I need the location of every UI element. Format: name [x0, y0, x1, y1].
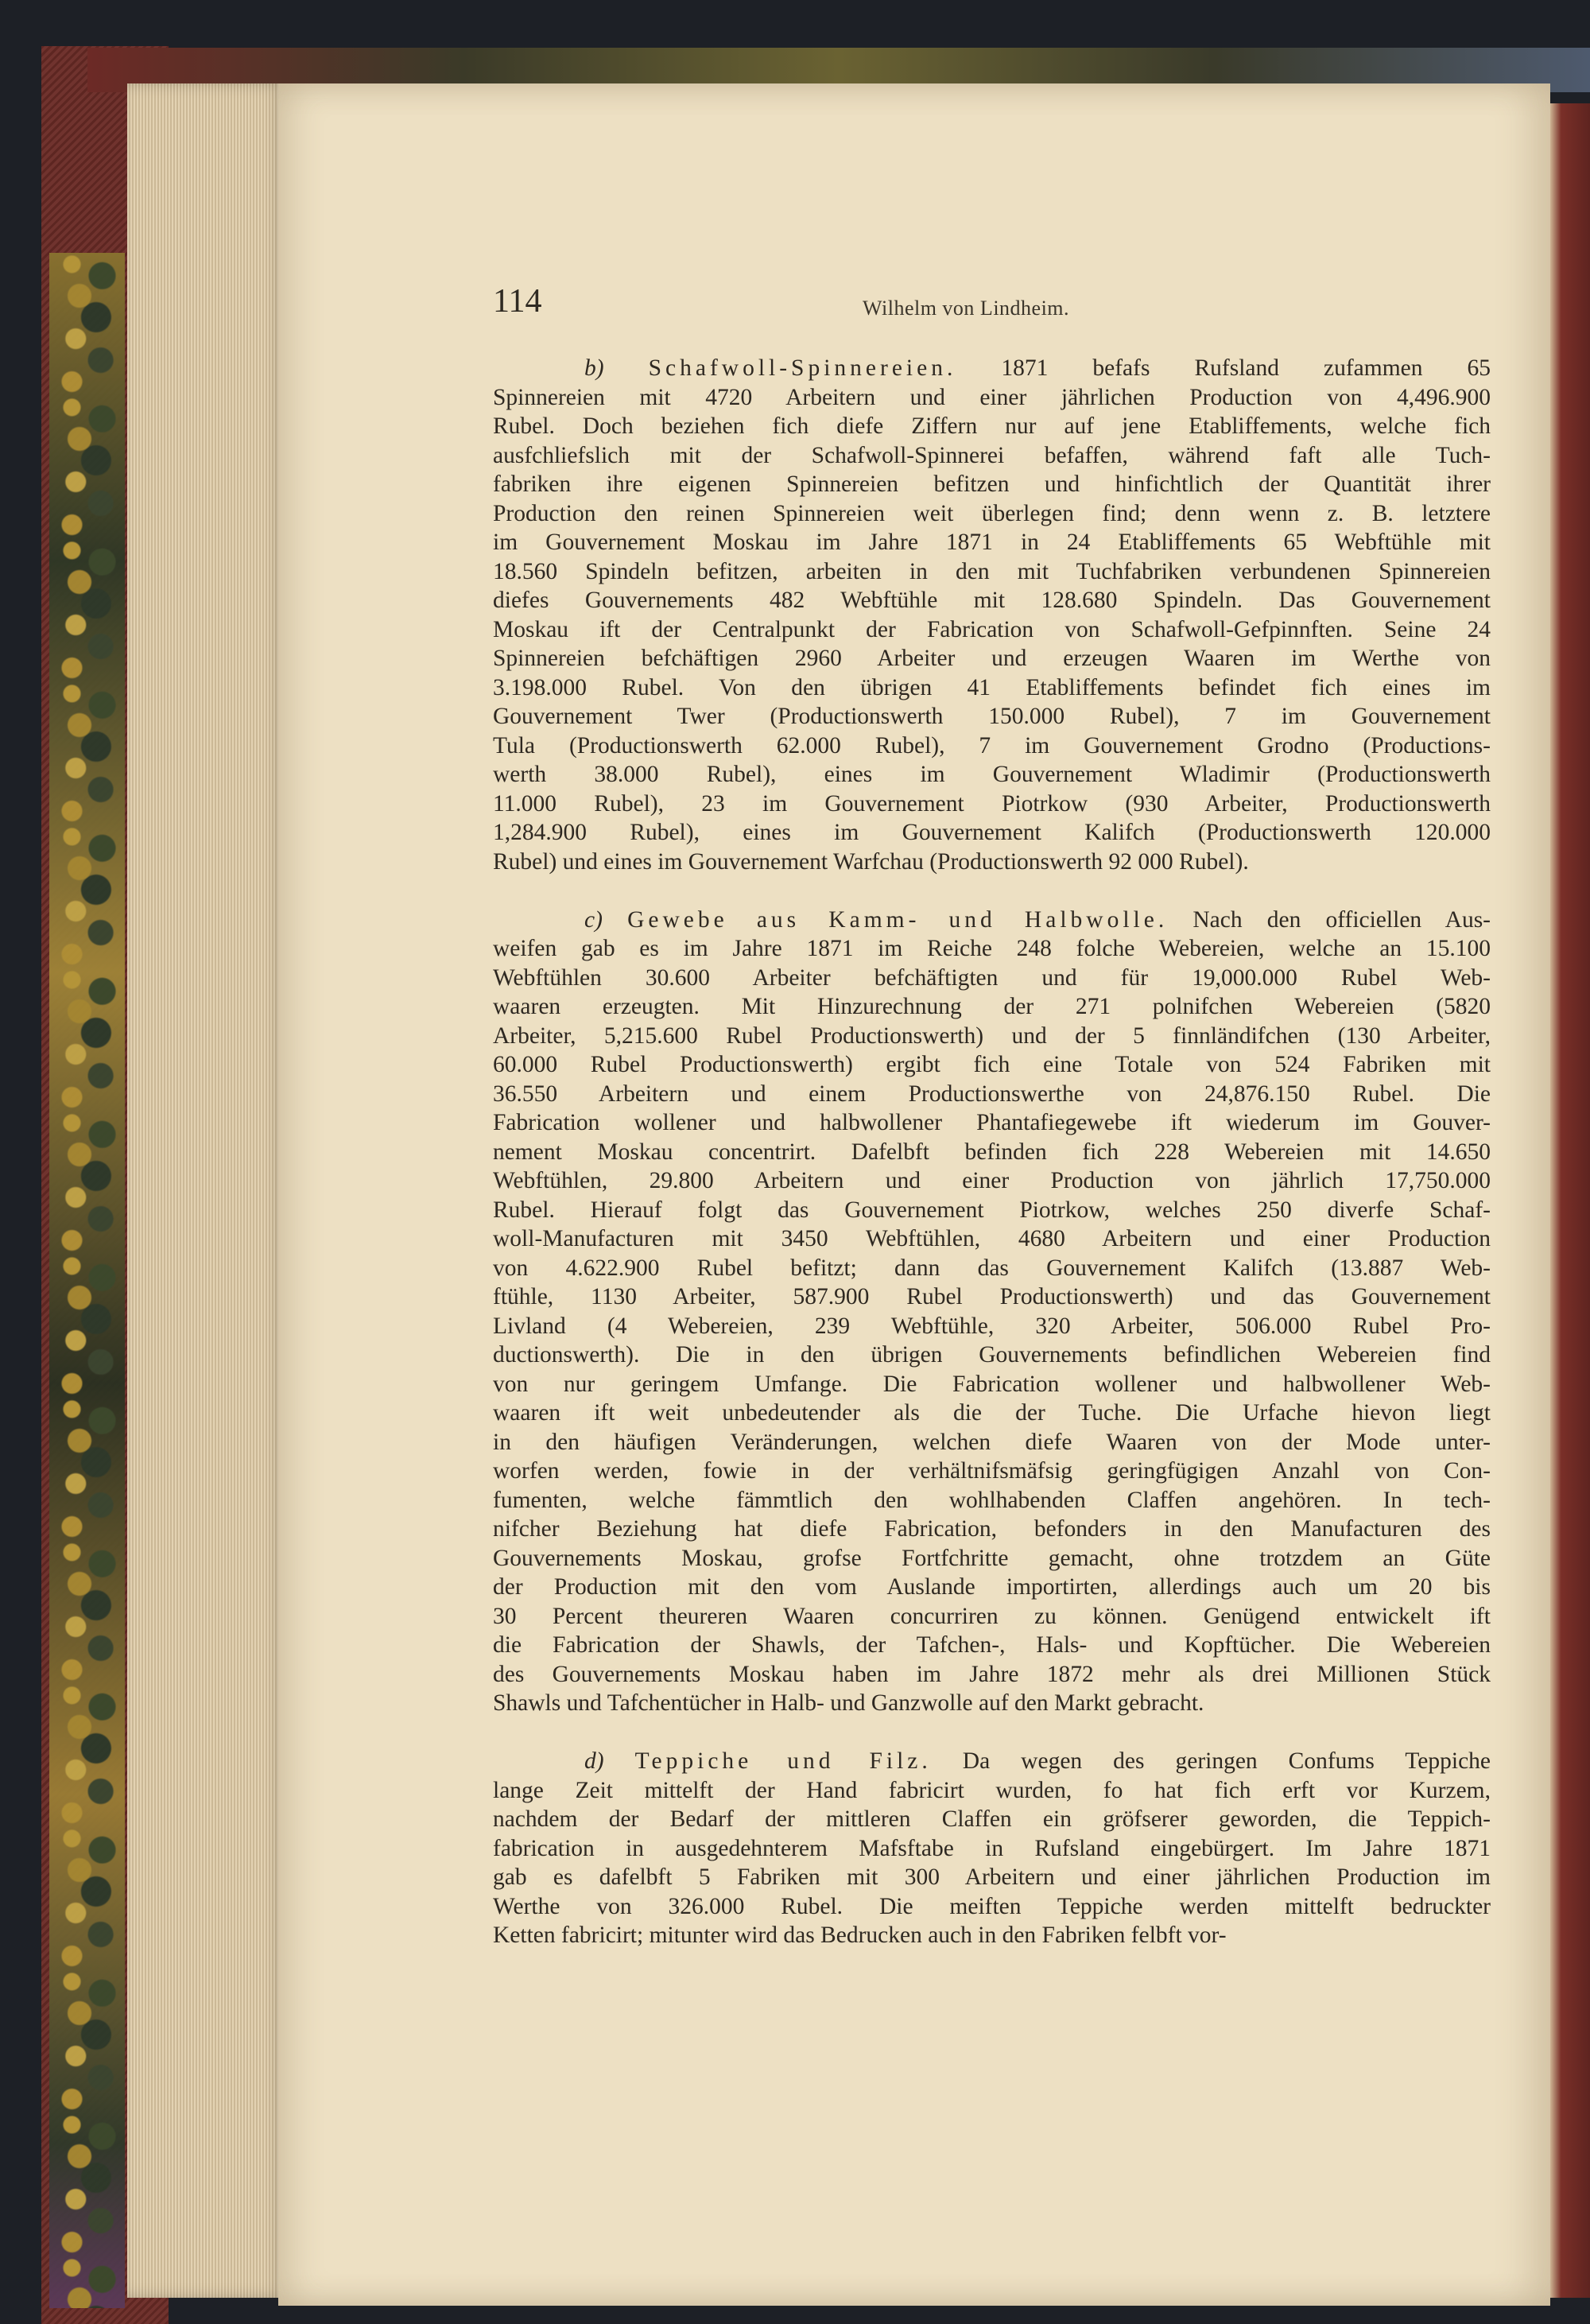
running-head: Wilhelm von Lindheim. [863, 297, 1070, 320]
text-line: Arbeiter, 5,215.600 Rubel Productionswerth) und der 5 finnländifchen (130 Arbeiter, [493, 1022, 1491, 1049]
text-line: lange Zeit mittelft der Hand fabricirt wurden, fo hat fich erft vor Kurzem, [493, 1777, 1491, 1803]
section-heading: Gewebe aus Kamm- und Halbwolle. [627, 906, 1169, 933]
section-heading: Schafwoll-Spinnereien. [648, 355, 957, 381]
text-line: 3.198.000 Rubel. Von den übrigen 41 Etabliffements befindet fich eines im [493, 674, 1491, 700]
line-text: Nach den officiellen Aus- [1192, 906, 1491, 933]
text-line: nement Moskau concentrirt. Dafelbft befinden fich 228 Webereien mit 14.650 [493, 1139, 1491, 1165]
text-line: Webftühlen 30.600 Arbeiter befchäftigten und für 19,000.000 Rubel Web- [493, 964, 1491, 991]
text-line: von 4.622.900 Rubel befitzt; dann das Gouvernement Kalifch (13.887 Web- [493, 1255, 1491, 1281]
paragraph [493, 354, 1491, 876]
text-line: fabriken ihre eigenen Spinnereien befitzen und hinfichtlich der Quantität ihrer [493, 471, 1491, 497]
text-line: in den häufigen Veränderungen, welchen diefe Waaren von der Mode unter- [493, 1429, 1491, 1455]
page-body [493, 354, 1491, 1950]
text-line: Rubel) und eines im Gouvernement Warfchau (Productionswerth 92 000 Rubel). [493, 848, 1249, 875]
page-header [493, 282, 1495, 327]
text-line: 1,284.900 Rubel), eines im Gouvernement Kalifch (Productionswerth 120.000 [493, 820, 1491, 845]
text-line: Rubel. Doch beziehen fich diefe Ziffern nur auf jene Etabliffements, welche fich [493, 413, 1491, 439]
paragraph [493, 1747, 1491, 1950]
text-line: 11.000 Rubel), 23 im Gouvernement Piotrkow (930 Arbeiter, Productionswerth [493, 790, 1491, 817]
text-line: Fabrication wollener und halbwollener Phantafiegewebe ift wiederum im Gouver- [493, 1110, 1491, 1135]
text-line: Gouvernement Twer (Productionswerth 150.000 Rubel), 7 im Gouvernement [493, 704, 1491, 729]
text-line: der Production mit den vom Auslande importirten, allerdings auch um 20 bis [493, 1574, 1491, 1600]
text-line: von nur geringem Umfange. Die Fabrication wollener und halbwollener Web- [493, 1371, 1491, 1397]
text-line: Production den reinen Spinnereien weit überlegen find; denn wenn z. B. letztere [493, 500, 1491, 526]
paragraph-gap [493, 1718, 1491, 1748]
text-line: Livland (4 Webereien, 239 Webftühle, 320 Arbeiter, 506.000 Rubel Pro- [493, 1313, 1491, 1339]
text-line: ftühle, 1130 Arbeiter, 587.900 Rubel Productionswerth) und das Gouvernement [493, 1284, 1491, 1309]
marbled-endpaper [49, 253, 125, 2308]
section-label: c) [584, 906, 603, 933]
text-line: nifcher Beziehung hat diefe Fabrication, befonders in den Manufacturen des [493, 1516, 1491, 1542]
section-heading: Teppiche und Filz. [634, 1748, 932, 1774]
section-label: d) [584, 1748, 604, 1774]
text-line: 36.550 Arbeitern und einem Productionswerthe von 24,876.150 Rubel. Die [493, 1081, 1491, 1107]
text-line: Tula (Productionswerth 62.000 Rubel), 7 im Gouvernement Grodno (Productions- [493, 732, 1491, 759]
text-line: Moskau ift der Centralpunkt der Fabrication von Schafwoll-Gefpinnften. Seine 24 [493, 616, 1491, 642]
text-line: im Gouvernement Moskau im Jahre 1871 in 24 Etabliffements 65 Webftühle mit [493, 530, 1491, 555]
text-line: diefes Gouvernements 482 Webftühle mit 128.680 Spindeln. Das Gouvernement [493, 588, 1491, 613]
page-stack-edge [127, 83, 286, 2298]
text-line: waaren ift weit unbedeutender als die der Tuche. Die Urfache hievon liegt [493, 1400, 1491, 1426]
text-line: Shawls und Tafchentücher in Halb- und Ganzwolle auf den Markt gebracht. [493, 1690, 1204, 1716]
text-line: Webftühlen, 29.800 Arbeitern und einer Production von jährlich 17,750.000 [493, 1168, 1491, 1193]
text-line: 18.560 Spindeln befitzen, arbeiten in den mit Tuchfabriken verbundenen Spinnereien [493, 558, 1491, 584]
text-line: Spinnereien mit 4720 Arbeitern und einer jährlichen Production von 4,496.900 [493, 384, 1491, 410]
text-line: fumenten, welche fämmtlich den wohlhabenden Claffen angehören. In tech- [493, 1487, 1491, 1513]
line-text: 1871 befafs Rufsland zufammen 65 [1001, 355, 1491, 381]
page-number: 114 [493, 283, 542, 320]
text-line: worfen werden, fowie in der verhältnifsmäfsig geringfügigen Anzahl von Con- [493, 1458, 1491, 1484]
text-line: Rubel. Hierauf folgt das Gouvernement Piotrkow, welches 250 diverfe Schaf- [493, 1197, 1491, 1223]
section-label: b) [584, 355, 604, 381]
text-line: nachdem der Bedarf der mittleren Claffen ein gröfserer geworden, die Teppich- [493, 1806, 1491, 1832]
text-line: weifen gab es im Jahre 1871 im Reiche 248 folche Webereien, welche an 15.100 [493, 936, 1491, 961]
text-line: Spinnereien befchäftigen 2960 Arbeiter und erzeugen Waaren im Werthe von [493, 646, 1491, 671]
text-line [493, 354, 1491, 383]
text-line: Werthe von 326.000 Rubel. Die meiften Teppiche werden mittelft bedruckter [493, 1893, 1491, 1919]
text-line: gab es dafelbft 5 Fabriken mit 300 Arbeitern und einer jährlichen Production im [493, 1864, 1491, 1890]
text-line: waaren erzeugten. Mit Hinzurechnung der 271 polnifchen Webereien (5820 [493, 994, 1491, 1019]
text-line: fabrication in ausgedehnterem Mafsftabe in Rufsland eingebürgert. Im Jahre 1871 [493, 1835, 1491, 1861]
text-line [493, 1747, 1491, 1776]
text-line: die Fabrication der Shawls, der Tafchen-, Hals- und Kopftücher. Die Webereien [493, 1632, 1491, 1658]
line-text: Da wegen des geringen Confums Teppiche [962, 1748, 1491, 1774]
text-line: werth 38.000 Rubel), eines im Gouvernement Wladimir (Productionswerth [493, 762, 1491, 787]
text-line: ausfchliefslich mit der Schafwoll-Spinnerei befaffen, während faft alle Tuch- [493, 442, 1491, 468]
text-line: Ketten fabricirt; mitunter wird das Bedrucken auch in den Fabriken felbft vor- [493, 1922, 1227, 1948]
paragraph-gap [493, 876, 1491, 906]
text-line: 30 Percent theureren Waaren concurriren zu können. Genügend entwickelt ift [493, 1603, 1491, 1629]
text-line: 60.000 Rubel Productionswerth) ergibt fich eine Totale von 524 Fabriken mit [493, 1052, 1491, 1077]
back-cover-edge [1549, 103, 1590, 2298]
text-line: ductionswerth). Die in den übrigen Gouvernements befindlichen Webereien find [493, 1342, 1491, 1368]
text-line: des Gouvernements Moskau haben im Jahre 1872 mehr als drei Millionen Stück [493, 1661, 1491, 1687]
text-line: woll-Manufacturen mit 3450 Webftühlen, 4680 Arbeitern und einer Production [493, 1226, 1491, 1251]
text-line [493, 906, 1491, 935]
paragraph [493, 906, 1491, 1718]
text-line: Gouvernements Moskau, grofse Fortfchritte gemacht, ohne trotzdem an Güte [493, 1545, 1491, 1571]
